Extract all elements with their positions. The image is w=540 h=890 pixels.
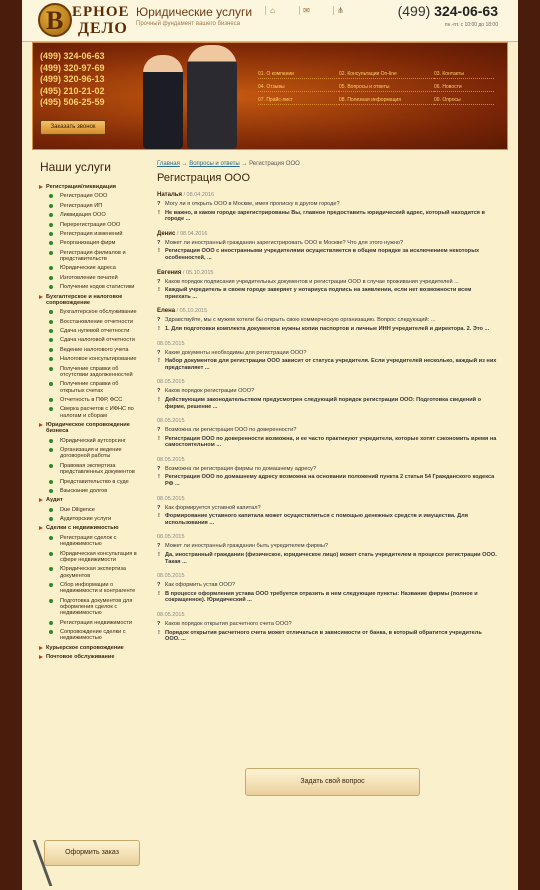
question-link[interactable]: ? Как оформить устав ООО?	[157, 582, 497, 589]
sidebar-item[interactable]: Получение справки об открытых счетах	[38, 381, 142, 394]
nav-prices[interactable]: 07. Прайс-лист	[258, 97, 339, 105]
breadcrumb-section[interactable]: Вопросы и ответы	[189, 161, 240, 167]
question-link[interactable]: ? Могу ли я открыть ООО в Москве, имея прописку в другом городе?	[157, 201, 497, 208]
phone-list	[40, 51, 105, 109]
mail-icon[interactable]: ✉	[299, 6, 313, 15]
qa-entry	[157, 534, 497, 565]
qa-entry	[157, 418, 497, 449]
phone-1: (499) 324-06-63	[40, 51, 105, 61]
sidebar-item[interactable]: Получение кодов статистики	[38, 284, 142, 290]
question-date: 08.04.2016	[186, 192, 215, 198]
question-link[interactable]: ? Каков порядок открытия расчетного счета ООО?	[157, 621, 497, 628]
sidebar-item[interactable]: Налоговое консультирование	[38, 356, 142, 362]
qa-meta: Евгения / 05.10.2015	[157, 269, 214, 276]
answer-excerpt[interactable]: ! 1. Для подготовки комплекта документов нужны копии паспортов и личные ИНН учредителей и директора. 2. Это ...	[157, 326, 497, 333]
sidebar-item[interactable]: Сопровождение сделки с недвижимостью	[38, 629, 142, 642]
breadcrumb	[157, 161, 497, 167]
breadcrumb-home[interactable]: Главная	[157, 161, 180, 167]
question-link[interactable]: ? Каков порядок подписания учредительных документов и регистрации ООО в случае проживания учредителей ...	[157, 279, 497, 286]
logo-letter: В	[46, 6, 64, 35]
answer-excerpt[interactable]: ! Набор документов для регистрации ООО зависит от статуса учредителя. Если учредителей несколько, каждый из них представляет ...	[157, 358, 497, 371]
breadcrumb-separator: →	[181, 161, 188, 167]
nav-consult[interactable]: 02. Консультации On-line	[339, 71, 434, 79]
sitemap-icon[interactable]: ⋔	[333, 6, 347, 15]
question-link[interactable]: ? Каков порядок регистрации ООО?	[157, 388, 497, 395]
main-content	[157, 150, 497, 785]
sidebar	[22, 150, 142, 890]
sidebar-item[interactable]: Сбор информации о недвижимости и контрагенте	[38, 582, 142, 595]
qa-meta	[157, 341, 497, 347]
qa-meta	[157, 457, 497, 463]
qa-entry	[157, 308, 497, 332]
qa-entry	[157, 612, 497, 643]
tagline-block	[136, 5, 252, 27]
tagline: Юридические услуги	[136, 5, 253, 19]
question-link[interactable]: ? Возможна ли регистрация фирмы по домашнему адресу?	[157, 466, 497, 473]
woman-figure	[143, 55, 183, 149]
ask-question-button[interactable]: Задать свой вопрос	[245, 768, 420, 796]
answer-excerpt[interactable]: ! Да, иностранный гражданин (физическое, юридическое лицо) может стать учредителем в процессе регистрации ООО. Такая ...	[157, 552, 497, 565]
answer-excerpt[interactable]: ! Каждый учредитель в своем городе заверяет у нотариуса подпись на заявлении, если нет возможности всем приехать ...	[157, 287, 497, 300]
nav-reviews[interactable]: 04. Отзывы	[258, 84, 339, 92]
top-phone	[398, 3, 498, 19]
header-banner	[32, 42, 508, 150]
answer-excerpt[interactable]: ! В процессе оформления устава ООО требуется отразить в нем следующие пункты: Название фирмы (полное и сокращенное). Юридический ...	[157, 591, 497, 604]
sidebar-item[interactable]: Регистрация филиалов и представительств	[38, 250, 142, 263]
qa-meta: Денис / 08.04.2016	[157, 230, 208, 237]
top-bar	[22, 0, 518, 42]
sidebar-item[interactable]: Due Diligence	[38, 507, 142, 513]
order-button[interactable]: Оформить заказ	[44, 840, 140, 866]
sidebar-item[interactable]: Аудиторские услуги	[38, 516, 142, 522]
phone-4: (495) 210-21-02	[40, 85, 105, 96]
qa-entry	[157, 496, 497, 527]
question-link[interactable]: ? Возможна ли регистрация ООО по доверенности?	[157, 427, 497, 434]
sidebar-item[interactable]: Сдача налоговой отчетности	[38, 337, 142, 343]
services-menu	[38, 183, 142, 663]
answer-excerpt[interactable]: ! Регистрация ООО по доверенности возможна, и ее часто практикуют учредители, которые хотят сэкономить время на самостоятельном ...	[157, 436, 497, 449]
question-link[interactable]: ? Какие документы необходимы для регистрации ООО?	[157, 350, 497, 357]
question-link[interactable]: ? Здравствуйте, мы с мужем хотели бы открыть свою коммерческую организацию. Вопрос следующий: ...	[157, 317, 497, 324]
author-name: Елена	[157, 308, 176, 315]
sidebar-item[interactable]: Ведение налогового учета	[38, 347, 142, 353]
nav-contacts[interactable]: 03. Контакты	[434, 71, 494, 79]
question-date: 05.10.2015	[179, 308, 208, 315]
qa-meta	[157, 496, 497, 502]
sidebar-item[interactable]: Правовая экспертиза представленных документов	[38, 463, 142, 476]
man-figure	[187, 45, 237, 149]
sidebar-item[interactable]: Юридические адреса	[38, 265, 142, 271]
sidebar-item[interactable]: Регистрация недвижимости	[38, 620, 142, 626]
subtagline: Прочный фундамент вашего бизнеса	[136, 21, 241, 27]
question-date: 08.05.2015	[157, 495, 185, 502]
question-date: 08.05.2015	[157, 418, 185, 425]
qa-list	[157, 192, 497, 643]
qa-meta	[157, 418, 497, 424]
sidebar-item[interactable]: Юридический аутсорсинг	[38, 438, 142, 444]
question-date: 08.05.2015	[157, 379, 185, 386]
answer-excerpt[interactable]: ! Регистрация ООО по домашнему адресу возможна на основании положений пункта 2 статьи 54 Гражданского кодекса РФ ...	[157, 474, 497, 487]
question-date: 08.04.2016	[179, 230, 208, 237]
logo-word-2: ДЕЛО	[78, 20, 128, 37]
qa-entry	[157, 379, 497, 410]
sidebar-item[interactable]: Сверка расчетов с ИФНС по налогам и сборам	[38, 406, 142, 419]
sidebar-item[interactable]: Регистрация сделок с недвижимостью	[38, 535, 142, 548]
sidebar-item[interactable]: Регистрация изменений	[38, 231, 142, 237]
header-photo	[129, 43, 269, 149]
sidebar-item[interactable]: Получение справки об отсутствии задолженностей	[38, 366, 142, 379]
qa-meta	[157, 379, 497, 385]
home-icon[interactable]: ⌂	[265, 6, 279, 15]
top-phone-code: (499)	[397, 3, 431, 19]
question-date: 08.05.2015	[157, 573, 185, 580]
author-name: Евгения	[157, 269, 182, 276]
sidebar-item[interactable]: Сдача нулевой отчетности	[38, 328, 142, 334]
nav-faq[interactable]: 05. Вопросы и ответы	[339, 84, 434, 92]
qa-entry	[157, 192, 497, 223]
top-phone-number: 324-06-63	[434, 3, 498, 19]
phone-2: (499) 320-97-69	[40, 62, 105, 73]
sidebar-item[interactable]: Ликвидация ООО	[38, 212, 142, 218]
nav-about[interactable]: 01. О компании	[258, 71, 339, 79]
top-icons	[265, 6, 347, 15]
phone-5: (495) 506-25-59	[40, 97, 105, 107]
work-hours: пн.-пт. с 10:00 до 18:00	[444, 22, 498, 28]
sidebar-category[interactable]: Почтовое обслуживание	[38, 654, 142, 660]
breadcrumb-current: Регистрация ООО	[249, 161, 300, 167]
qa-entry	[157, 231, 497, 262]
sidebar-item[interactable]: Восстановление отчетности	[38, 319, 142, 325]
sidebar-category[interactable]: Юридическое сопровождение бизнеса	[38, 422, 142, 435]
sidebar-item[interactable]: Перерегистрация ООО	[38, 222, 142, 228]
question-link[interactable]: ? Как формируется уставной капитал?	[157, 505, 497, 512]
answer-excerpt[interactable]: ! Порядок открытия расчетного счета может отличаться в зависимости от банка, в который обратится учредитель ООО. ...	[157, 630, 497, 643]
sidebar-item[interactable]: Взыскание долгов	[38, 488, 142, 494]
page-title: Регистрация ООО	[157, 172, 251, 184]
question-date: 08.05.2015	[157, 456, 185, 463]
sidebar-category[interactable]: Сделки с недвижимостью	[38, 525, 142, 531]
breadcrumb-separator: →	[241, 161, 248, 167]
nav-polls[interactable]: 09. Опросы	[434, 97, 494, 105]
question-date: 05.10.2015	[185, 269, 214, 276]
callback-button[interactable]: Заказать звонок	[40, 120, 106, 135]
sidebar-item[interactable]: Представительство в суде	[38, 479, 142, 485]
qa-meta: Наталья / 08.04.2016	[157, 192, 215, 198]
qa-entry	[157, 270, 497, 301]
logo-word-1: ЕРНОЕ	[72, 4, 130, 20]
sidebar-item[interactable]: Юридическая экспертиза документов	[38, 566, 142, 579]
question-link[interactable]: ? Может ли иностранный гражданин зарегистрировать ООО в Москве? Что для этого нужно?	[157, 240, 497, 247]
question-date: 08.05.2015	[157, 612, 185, 618]
phone-3: (499) 320-96-13	[40, 74, 105, 84]
qa-entry	[157, 341, 497, 372]
sidebar-category[interactable]: Бухгалтерское и налоговое сопровождение	[38, 294, 142, 307]
sidebar-title: Наши услуги	[40, 160, 111, 174]
page	[22, 0, 518, 890]
author-name: Наталья	[157, 192, 182, 198]
sidebar-category[interactable]: Регистрация/ликвидация	[38, 184, 142, 190]
sidebar-item[interactable]: Отчетность в ПФР, ФСС	[38, 397, 142, 403]
qa-entry	[157, 573, 497, 604]
sidebar-item[interactable]: Регистрация ИП	[38, 203, 142, 209]
qa-meta	[157, 534, 497, 540]
nav-news[interactable]: 06. Новости	[434, 84, 494, 92]
qa-meta: Елена / 05.10.2015	[157, 308, 208, 315]
sidebar-item[interactable]: Подготовка документов для оформления сделок с недвижимостью	[38, 598, 142, 617]
sidebar-item[interactable]: Регистрация ООО	[38, 193, 142, 199]
logo[interactable]	[38, 2, 130, 38]
question-date: 08.05.2015	[157, 340, 185, 347]
answer-excerpt[interactable]: ! Регистрация ООО с иностранными учредителями осуществляется в общем порядке за исключением некоторых особенностей, ...	[157, 248, 497, 261]
sidebar-item[interactable]: Реорганизация фирм	[38, 240, 142, 246]
sidebar-item[interactable]: Юридическая консультация в сфере недвижимости	[38, 551, 142, 564]
answer-excerpt[interactable]: ! Действующим законодательством предусмотрен следующий порядок регистрации ООО: Подготовка сведений о фирме, решение ...	[157, 397, 497, 410]
sidebar-category[interactable]: Курьерское сопровождение	[38, 645, 142, 651]
logo-emblem	[38, 3, 72, 37]
main-nav	[258, 71, 494, 105]
answer-excerpt[interactable]: ! Не важно, в каком городе зарегистрированы Вы, главное предоставить юридический адрес, который находится в городе ...	[157, 210, 497, 223]
sidebar-item[interactable]: Изготовление печатей	[38, 275, 142, 281]
qa-meta	[157, 612, 497, 618]
nav-useful[interactable]: 08. Полезная информация	[339, 97, 434, 105]
answer-excerpt[interactable]: ! Формирование уставного капитала может осуществляться с помощью денежных средств и имущества. Для использования ...	[157, 513, 497, 526]
question-link[interactable]: ? Может ли иностранный гражданин быть учредителем фирмы?	[157, 543, 497, 550]
sidebar-item[interactable]: Организация и ведение договорной работы	[38, 447, 142, 460]
qa-entry	[157, 457, 497, 488]
sidebar-category[interactable]: Аудит	[38, 497, 142, 503]
question-date: 08.05.2015	[157, 534, 185, 541]
sidebar-item[interactable]: Бухгалтерское обслуживание	[38, 309, 142, 315]
author-name: Денис	[157, 230, 176, 237]
qa-meta	[157, 573, 497, 579]
